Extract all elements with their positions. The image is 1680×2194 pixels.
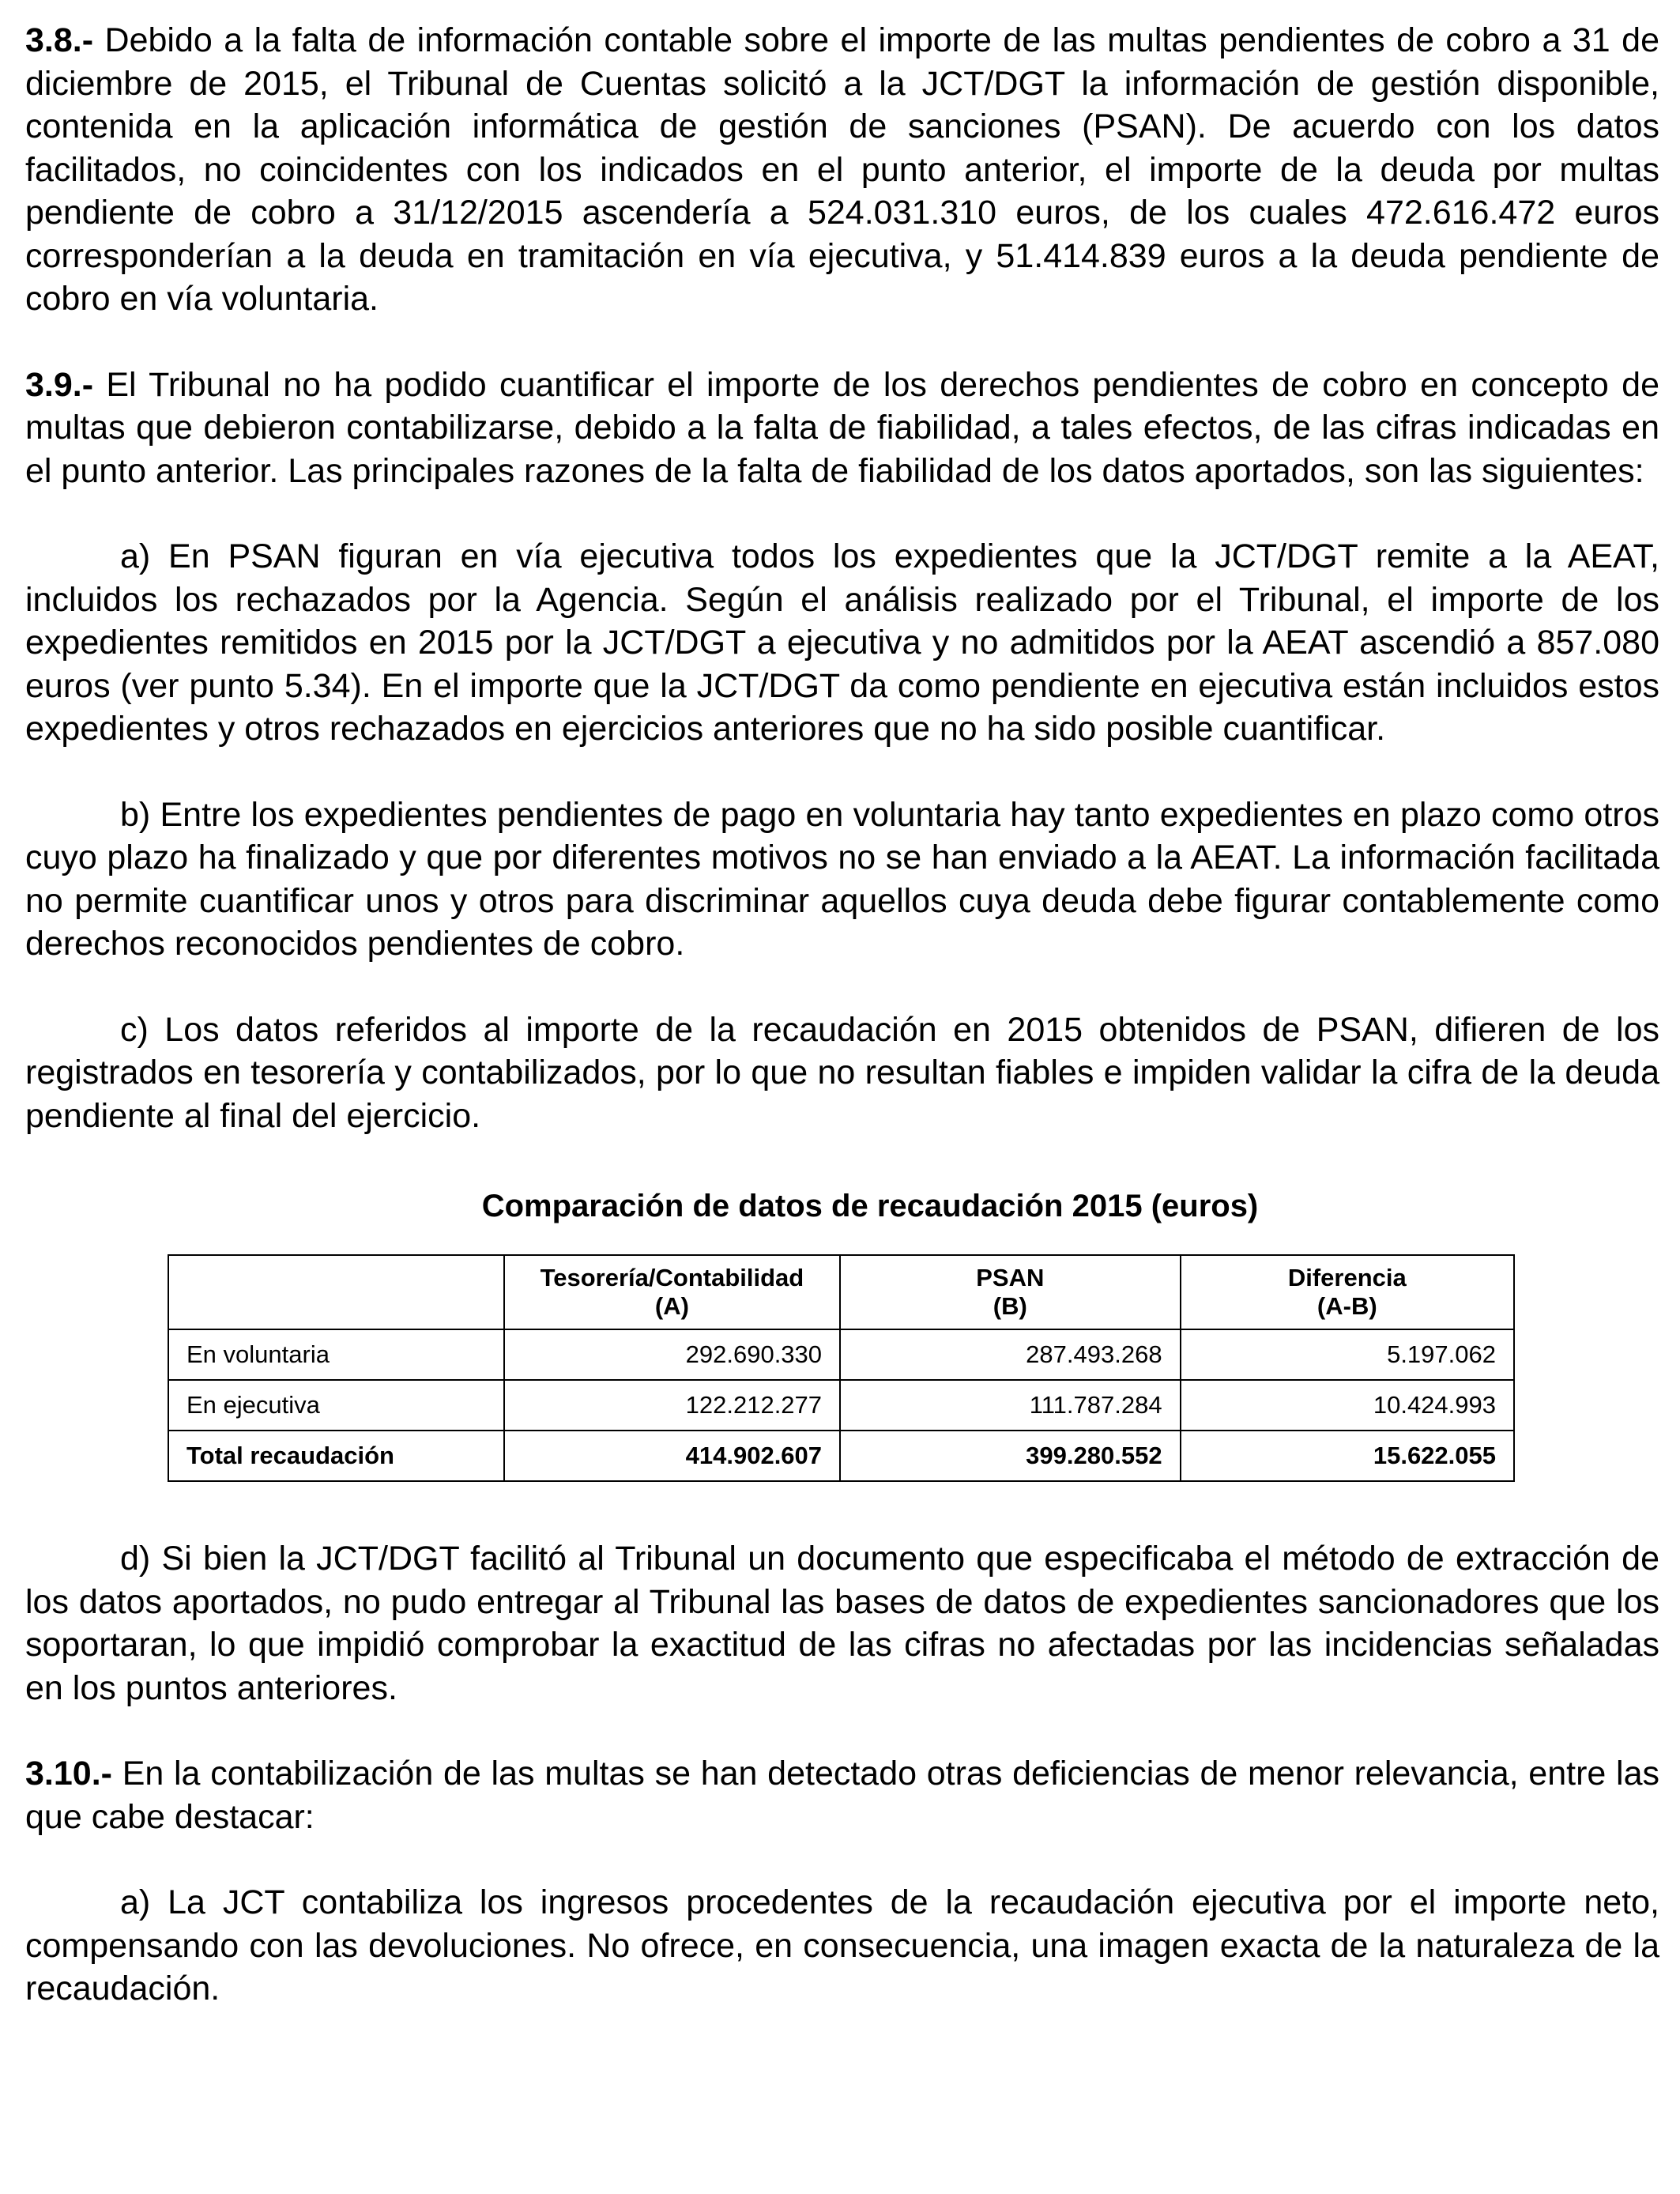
list-item-b: b) Entre los expedientes pendientes de pago en voluntaria hay tanto expedientes en plazo como otros cuyo plazo ha finalizado y que por diferentes motivos no se han enviado a la AEAT. La información facilitada no permite cuantificar unos y otros para discriminar aquellos cuya deuda debe figurar contablemente como derechos reconocidos pendientes de cobro. (25, 795, 1659, 963)
cell-value-a: 414.902.607 (504, 1431, 840, 1481)
header-cell-empty (168, 1255, 504, 1329)
table-row (168, 1329, 1514, 1380)
section-number: 3.9.- (25, 365, 94, 404)
table-total-row (168, 1431, 1514, 1481)
section-number: 3.10.- (25, 1755, 112, 1793)
header-cell-diferencia: Diferencia (A-B) (1181, 1255, 1514, 1329)
paragraph-text: En la contabilización de las multas se han detectado otras deficiencias de menor relevancia, entre las que cabe destacar: (25, 1755, 1659, 1836)
paragraph-3-9 (25, 364, 1659, 493)
cell-value-a: 122.212.277 (504, 1380, 840, 1431)
cell-value-diff: 15.622.055 (1181, 1431, 1514, 1481)
list-item-c: c) Los datos referidos al importe de la recaudación en 2015 obtenidos de PSAN, difieren de los registrados en tesorería y contabilizados, por lo que no resultan fiables e impiden validar la cifra de la deuda pendiente al final del ejercicio. (25, 1010, 1659, 1135)
cell-value-b: 287.493.268 (840, 1329, 1181, 1380)
list-item-a: a) En PSAN figuran en vía ejecutiva todos los expedientes que la JCT/DGT remite a la AEAT, incluidos los rechazados por la Agencia. Según el análisis realizado por el Tribunal, el importe de los expedientes remitidos en 2015 por la JCT/DGT a ejecutiva y no admitidos por la AEAT ascendió a 857.080 euros (ver punto 5.34). En el importe que la JCT/DGT da como pendiente en ejecutiva están incluidos estos expedientes y otros rechazados en ejercicios anteriores que no ha sido posible cuantificar. (25, 537, 1659, 748)
row-label: En ejecutiva (168, 1380, 504, 1431)
cell-value-diff: 5.197.062 (1181, 1329, 1514, 1380)
row-label: Total recaudación (168, 1431, 504, 1481)
table-title: Comparación de datos de recaudación 2015 (euros) (481, 1189, 1259, 1223)
header-cell-tesoreria: Tesorería/Contabilidad (A) (504, 1255, 840, 1329)
paragraph-text: Debido a la falta de información contable sobre el importe de las multas pendientes de cobro a 31 de diciembre de 2015, el Tribunal de Cuentas solicitó a la JCT/DGT la información de gestión disponible, contenida en la aplicación informática de gestión de sanciones (PSAN). De acuerdo con los datos facilitados, no coincidentes con los indicados en el punto anterior, el importe de la deuda por multas pendiente de cobro a 31/12/2015 ascendería a 524.031.310 euros, de los cuales 472.616.472 euros corresponderían a la deuda en tramitación en vía ejecutiva, y 51.414.839 euros a la deuda pendiente de cobro en vía voluntaria. (25, 21, 1659, 318)
list-item-d: d) Si bien la JCT/DGT facilitó al Tribunal un documento que especificaba el método de extracción de los datos aportados, no pudo entregar al Tribunal las bases de datos de expedientes sancionadores que los soportaran, lo que impidió comprobar la exactitud de las cifras no afectadas por las incidencias señaladas en los puntos anteriores. (25, 1540, 1659, 1707)
paragraph-text: El Tribunal no ha podido cuantificar el importe de los derechos pendientes de cobro en concepto de multas que debieron contabilizarse, debido a la falta de fiabilidad, a tales efectos, de las cifras indicadas en el punto anterior. Las principales razones de la falta de fiabilidad de los datos aportados, son las siguientes: (25, 365, 1659, 490)
cell-value-b: 399.280.552 (840, 1431, 1181, 1481)
section-number: 3.8.- (25, 21, 94, 59)
cell-value-b: 111.787.284 (840, 1380, 1181, 1431)
header-cell-psan: PSAN (B) (840, 1255, 1181, 1329)
data-table (168, 1254, 1515, 1482)
paragraph-3-8 (25, 19, 1659, 321)
cell-value-a: 292.690.330 (504, 1329, 840, 1380)
table-header-row (168, 1255, 1514, 1329)
cell-value-diff: 10.424.993 (1181, 1380, 1514, 1431)
list-item-a-3-10: a) La JCT contabiliza los ingresos procedentes de la recaudación ejecutiva por el importe neto, compensando con las devoluciones. No ofrece, en consecuencia, una imagen exacta de la naturaleza de la recaudación. (25, 1883, 1659, 2007)
document-page (25, 19, 1659, 2011)
row-label: En voluntaria (168, 1329, 504, 1380)
table-row (168, 1380, 1514, 1431)
paragraph-3-10 (25, 1752, 1659, 1838)
